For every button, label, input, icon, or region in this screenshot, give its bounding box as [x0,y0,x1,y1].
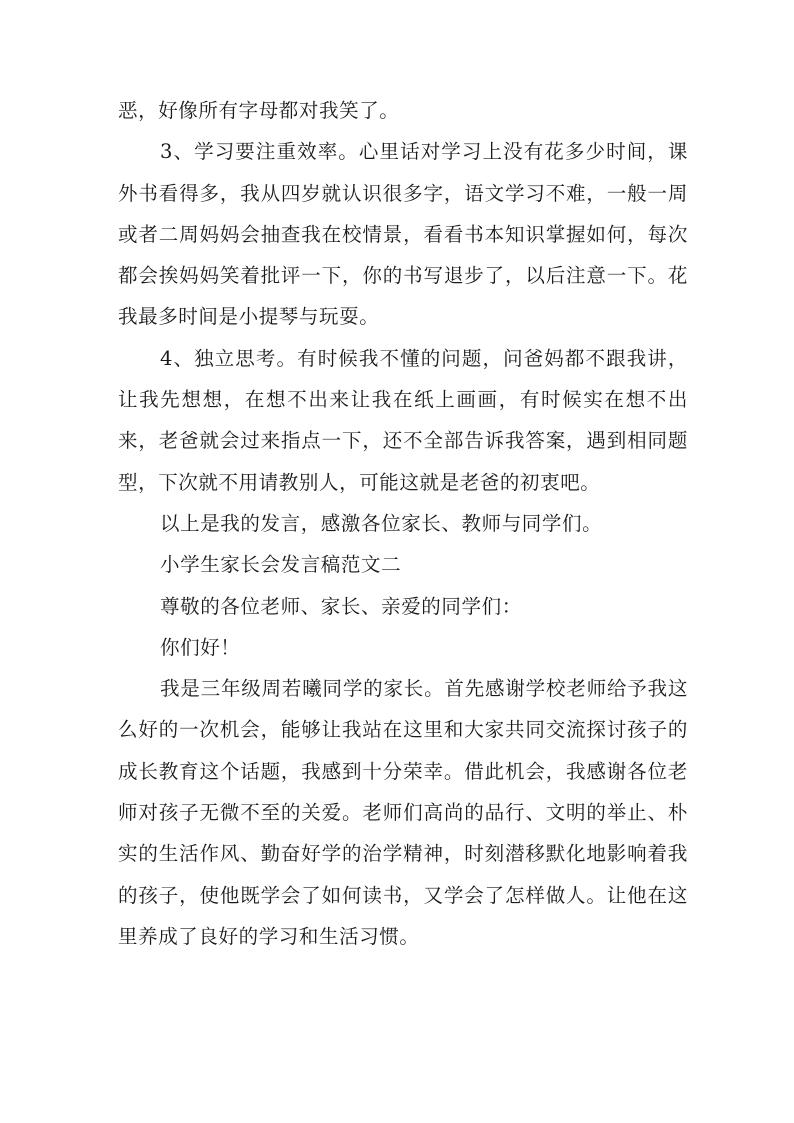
paragraph-independent-thinking: 4、独立思考。有时候我不懂的问题，问爸妈都不跟我讲，让我先想想，在想不出来让我在纸上画画，有时候实在想不出来，老爸就会过来指点一下，还不全部告诉我答案，遇到相同题型，下次就不用请教别人，可能这就是老爸的初衷吧。 [118,346,688,494]
paragraph-introduction: 我是三年级周若曦同学的家长。首先感谢学校老师给予我这么好的一次机会，能够让我站在这里和大家共同交流探讨孩子的成长教育这个话题，我感到十分荣幸。借此机会，我感谢各位老师对孩子无微不至的关爱。老师们高尚的品行、文明的举止、朴实的生活作风、勤奋好学的治学精神，时刻潜移默化地影响着我的孩子，使他既学会了如何读书，又学会了怎样做人。让他在这里养成了良好的学习和生活习惯。 [118,677,688,948]
document-body [118,90,688,957]
greeting: 你们好！ [160,635,241,659]
paragraph-closing-thanks: 以上是我的发言，感激各位家长、教师与同学们。 [160,511,603,535]
section-heading: 小学生家长会发言稿范文二 [160,553,402,577]
paragraph-continuation: 恶，好像所有字母都对我笑了。 [118,99,400,122]
paragraph-efficiency: 3、学习要注重效率。心里话对学习上没有花多少时间，课外书看得多，我从四岁就认识很多字，语文学习不难，一般一周或者二周妈妈会抽查我在校情景，看看书本知识掌握如何，每次都会挨妈妈笑着批评一下，你的书写退步了，以后注意一下。花我最多时间是小提琴与玩耍。 [118,140,688,329]
salutation: 尊敬的各位老师、家长、亲爱的同学们： [160,594,522,618]
